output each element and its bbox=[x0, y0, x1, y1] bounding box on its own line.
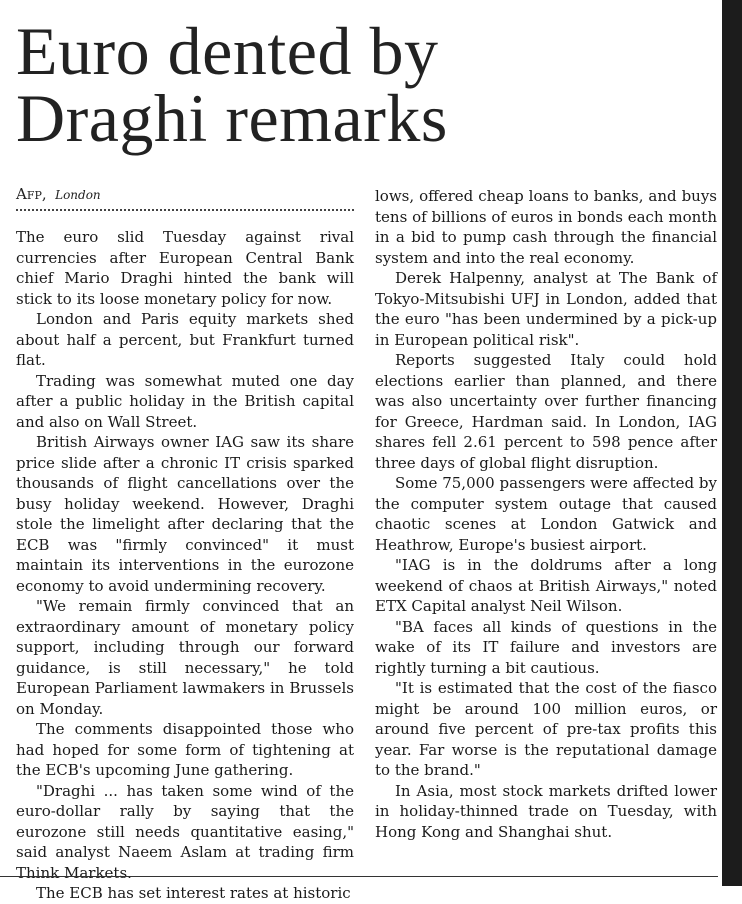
byline bbox=[16, 185, 101, 203]
byline-agency: Afp, bbox=[16, 185, 47, 203]
paragraph: "IAG is in the doldrums after a long weekend of chaos at British Airways," noted ETX Capital analyst Neil Wilson. bbox=[375, 556, 717, 615]
paragraph: Reports suggested Italy could hold elections earlier than planned, and there was also uncertainty over further financing for Greece, Hardman said. In London, IAG shares fell 2.61 percent to 598 pence after three days of global flight disruption. bbox=[375, 351, 717, 472]
paragraph: "It is estimated that the cost of the fiasco might be around 100 million euros, or around five percent of pre-tax profits this year. Far worse is the reputational damage to the brand." bbox=[375, 679, 717, 779]
bottom-rule bbox=[0, 876, 718, 877]
paragraph: "We remain firmly convinced that an extraordinary amount of monetary policy support, including through our forward guidance, is still necessary," he told European Parliament lawmakers in Brussels on Monday. bbox=[16, 597, 354, 718]
paragraph: "Draghi ... has taken some wind of the euro-dollar rally by saying that the eurozone still needs quantitative easing," said analyst Naeem Aslam at trading firm Think Markets. bbox=[16, 781, 354, 882]
page-edge-bar bbox=[722, 0, 742, 886]
article-column-2 bbox=[375, 186, 717, 842]
paragraph: The comments disappointed those who had hoped for some form of tightening at the ECB's upcoming June gathering. bbox=[16, 720, 354, 779]
paragraph: The euro slid Tuesday against rival currencies after European Central Bank chief Mario Draghi hinted the bank will stick to its loose monetary policy for now. bbox=[16, 228, 354, 308]
dotted-divider bbox=[16, 209, 354, 211]
paragraph: Some 75,000 passengers were affected by the computer system outage that caused chaotic scenes at London Gatwick and Heathrow, Europe's busiest airport. bbox=[375, 474, 717, 554]
paragraph: lows, offered cheap loans to banks, and buys tens of billions of euros in bonds each month in a bid to pump cash through the financial system and into the real economy. bbox=[375, 187, 717, 267]
paragraph: The ECB has set interest rates at historic bbox=[36, 884, 351, 902]
paragraph: Trading was somewhat muted one day after a public holiday in the British capital and also on Wall Street. bbox=[16, 371, 354, 431]
article-column-1 bbox=[16, 227, 354, 904]
paragraph: In Asia, most stock markets drifted lower in holiday-thinned trade on Tuesday, with Hong Kong and Shanghai shut. bbox=[375, 781, 717, 841]
headline: Euro dented by Draghi remarks bbox=[16, 13, 448, 156]
paragraph: British Airways owner IAG saw its share price slide after a chronic IT crisis sparked thousands of flight cancellations over the busy holiday weekend. However, Draghi stole the limelight after declaring that the ECB was "firmly convinced" it must maintain its interventions in the eurozone economy to avoid undermining recovery. bbox=[16, 433, 354, 595]
byline-place: London bbox=[55, 188, 101, 202]
paragraph: Derek Halpenny, analyst at The Bank of Tokyo-Mitsubishi UFJ in London, added that the euro "has been undermined by a pick-up in European political risk". bbox=[375, 269, 717, 349]
paragraph: "BA faces all kinds of questions in the wake of its IT failure and investors are rightly turning a bit cautious. bbox=[375, 617, 717, 677]
paragraph: London and Paris equity markets shed about half a percent, but Frankfurt turned flat. bbox=[16, 310, 354, 369]
